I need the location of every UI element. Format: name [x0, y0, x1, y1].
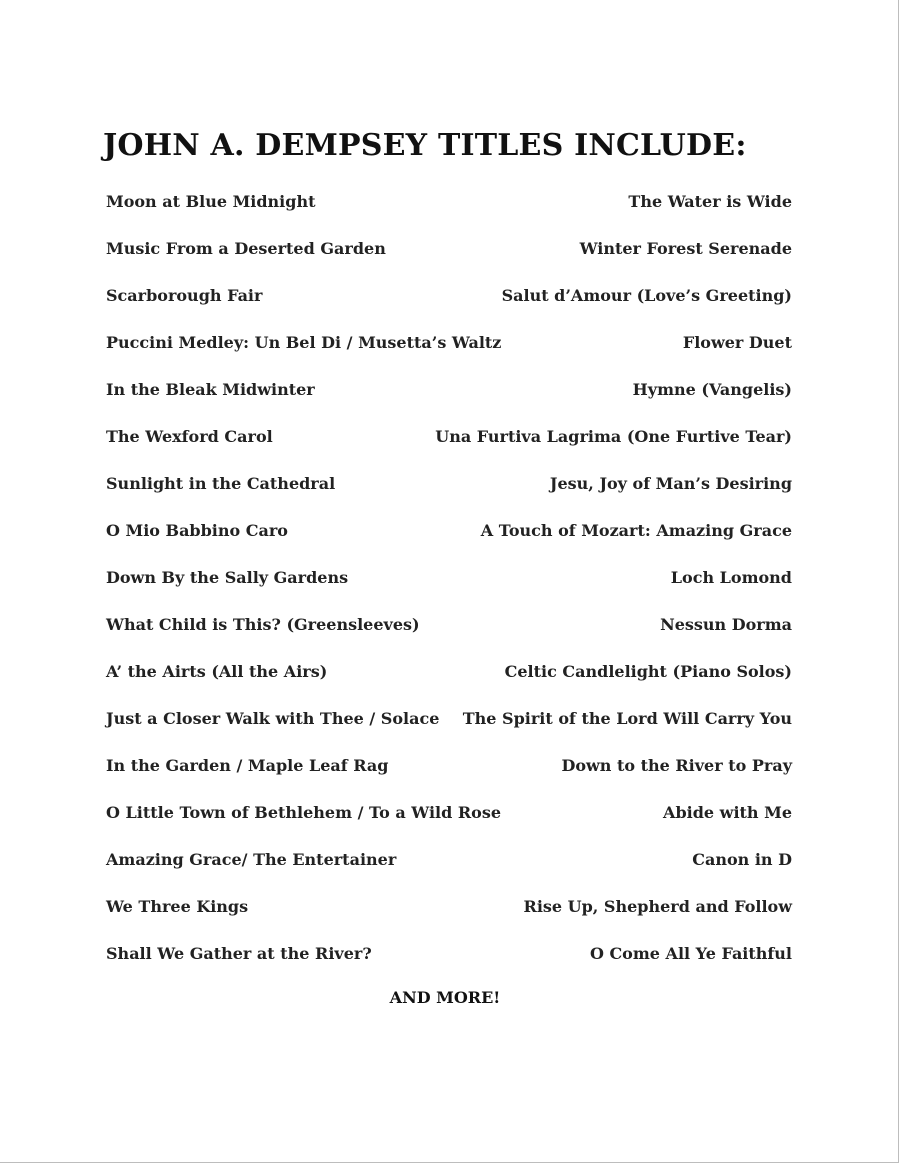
right-title: Canon in D	[692, 850, 792, 869]
left-title: Moon at Blue Midnight	[106, 192, 316, 211]
title-row	[106, 516, 792, 563]
title-row	[106, 939, 792, 986]
left-title: In the Garden / Maple Leaf Rag	[106, 756, 389, 775]
title-row	[106, 234, 792, 281]
left-title: The Wexford Carol	[106, 427, 273, 446]
page-heading: JOHN A. DEMPSEY TITLES INCLUDE:	[103, 128, 747, 164]
left-title: Down By the Sally Gardens	[106, 568, 349, 587]
right-title: O Come All Ye Faithful	[589, 944, 792, 963]
titles-list	[106, 187, 792, 986]
title-row	[106, 375, 792, 422]
right-title: Una Furtiva Lagrima (One Furtive Tear)	[435, 427, 792, 446]
right-title: Flower Duet	[682, 333, 792, 352]
right-title: Nessun Dorma	[660, 615, 792, 634]
title-row	[106, 422, 792, 469]
left-title: Scarborough Fair	[106, 286, 263, 305]
left-title: What Child is This? (Greensleeves)	[106, 615, 420, 634]
title-row	[106, 892, 792, 939]
title-row	[106, 281, 792, 328]
left-title: Just a Closer Walk with Thee / Solace	[106, 709, 440, 728]
title-row	[106, 751, 792, 798]
right-title: Down to the River to Pray	[561, 756, 792, 775]
right-title: Hymne (Vangelis)	[632, 380, 792, 399]
right-title: Loch Lomond	[670, 568, 792, 587]
title-row	[106, 187, 792, 234]
left-title: A’ the Airts (All the Airs)	[106, 662, 328, 681]
right-title: Winter Forest Serenade	[579, 239, 792, 258]
title-row	[106, 610, 792, 657]
left-title: Sunlight in the Cathedral	[106, 474, 336, 493]
title-row	[106, 845, 792, 892]
right-title: Salut d’Amour (Love’s Greeting)	[501, 286, 792, 305]
title-row	[106, 469, 792, 516]
right-title: Abide with Me	[663, 803, 792, 822]
title-row	[106, 704, 792, 751]
left-title: We Three Kings	[106, 897, 249, 916]
left-title: Music From a Deserted Garden	[106, 239, 386, 258]
left-title: Puccini Medley: Un Bel Di / Musetta’s Waltz	[106, 333, 502, 352]
left-title: O Mio Babbino Caro	[106, 521, 288, 540]
title-row	[106, 798, 792, 845]
title-row	[106, 328, 792, 375]
left-title: In the Bleak Midwinter	[106, 380, 315, 399]
right-title: Jesu, Joy of Man’s Desiring	[549, 474, 792, 493]
title-row	[106, 657, 792, 704]
and-more-footer: AND MORE!	[389, 988, 501, 1007]
right-title: Celtic Candlelight (Piano Solos)	[504, 662, 792, 681]
right-title: The Spirit of the Lord Will Carry You	[462, 709, 792, 728]
left-title: Shall We Gather at the River?	[106, 944, 372, 963]
title-row	[106, 563, 792, 610]
left-title: O Little Town of Bethlehem / To a Wild Rose	[106, 803, 502, 822]
right-title: Rise Up, Shepherd and Follow	[523, 897, 792, 916]
right-title: The Water is Wide	[628, 192, 792, 211]
left-title: Amazing Grace/ The Entertainer	[106, 850, 397, 869]
right-title: A Touch of Mozart: Amazing Grace	[480, 521, 792, 540]
